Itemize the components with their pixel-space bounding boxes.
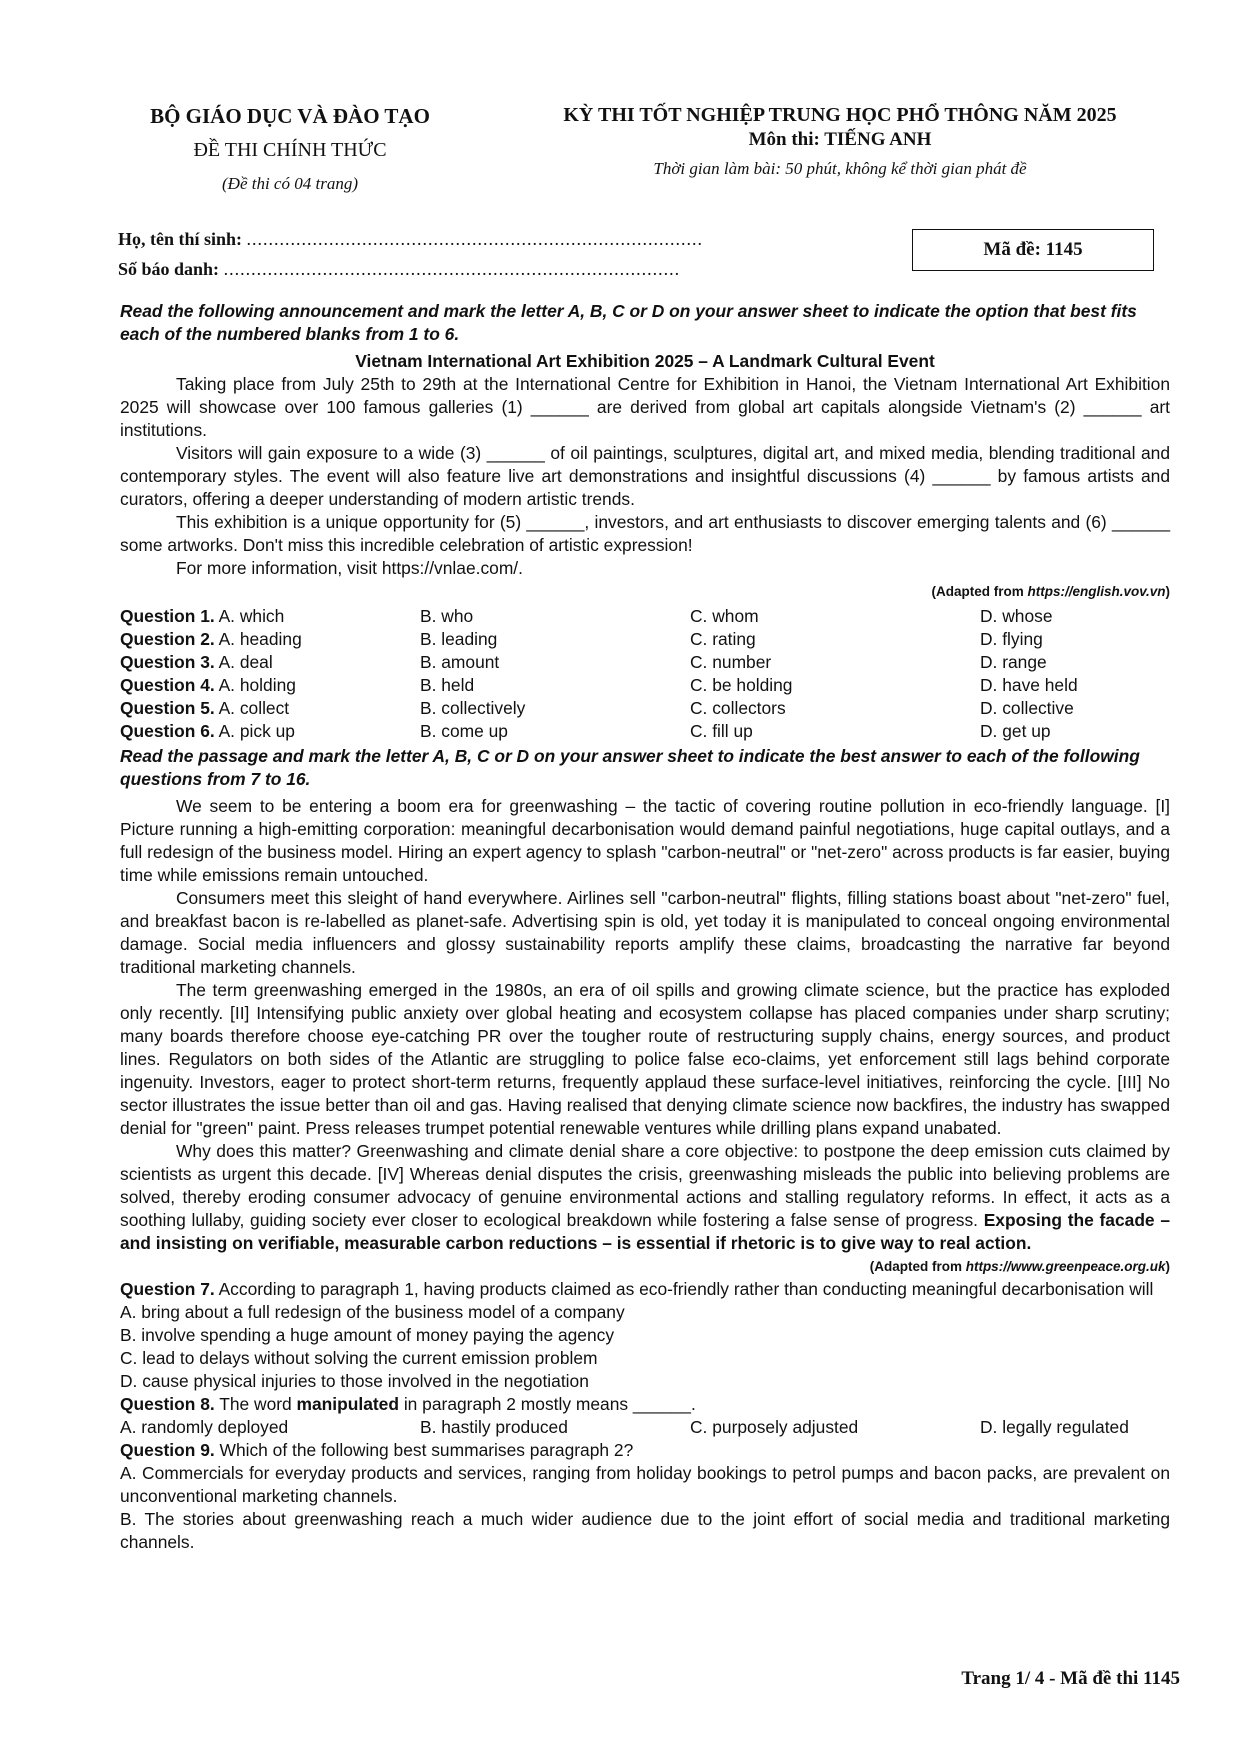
question-8-c[interactable]: C. purposely adjusted: [690, 1417, 859, 1437]
source-suffix: ): [1165, 584, 1170, 599]
question-2-c[interactable]: C. rating: [690, 629, 756, 649]
passage-paragraph-3: The term greenwashing emerged in the 1980s, an era of oil spills and growing climate science, but the practice has exploded only recently. [II] Intensifying public anxiety over global heating and ecosystem collapse has placed companies under sharp scrutiny; many boards therefore choose eye-catching PR over the tougher route of restructuring supply chains, energy sources, and product lines. Regulators on both sides of the Atlantic are struggling to police false eco-claims, yet enforcement still lags behind corporate ingenuity. Investors, eager to protect short-term returns, frequently applaud these surface-level initiatives, reinforcing the cycle. [III] No sector illustrates the issue better than oil and gas. Having realised that denying climate science now backfires, the industry has swapped denial for "green" paint. Press releases trumpet potential renewable ventures while drilling plans expand unabated.: [120, 980, 1170, 1138]
section1-instruction: Read the following announcement and mark the letter A, B, C or D on your answer sheet to indicate the option that best fits each of the numbered blanks from 1 to 6.: [120, 301, 1137, 344]
question-3-a[interactable]: [120, 651, 420, 674]
question-9-a[interactable]: A. Commercials for everyday products and services, ranging from holiday bookings to petrol pumps and bacon packs, are prevalent on unconventional marketing channels.: [120, 1463, 1170, 1506]
question-4-b[interactable]: B. held: [420, 675, 475, 695]
question-2-a[interactable]: [120, 628, 420, 651]
candidate-number-row: [118, 254, 703, 284]
question-8-options: [120, 1416, 1170, 1439]
question-4-c[interactable]: C. be holding: [690, 675, 793, 695]
paragraph-4-text: Why does this matter? Greenwashing and climate denial share a core objective: to postpone the deep emission cuts claimed by scientists as urgent this decade. [IV] Whereas denial disputes the crisis, greenwashing misleads the public into believing problems are solved, thereby eroding consumer advocacy of genuine environmental actions and stalling regulatory reforms. In effect, it acts as a soothing lullaby, guiding society ever closer to ecological breakdown while fostering a false sense of progress.: [120, 1141, 1170, 1230]
candidate-name-row: [118, 224, 703, 254]
question-7-a[interactable]: A. bring about a full redesign of the business model of a company: [120, 1302, 625, 1322]
announcement-paragraph-2: Visitors will gain exposure to a wide (3) ______ of oil paintings, sculptures, digital art, and mixed media, blending traditional and contemporary styles. The event will also feature live art demonstrations and insightful discussions (4) ______ by famous artists and curators, offering a deeper understanding of modern artistic trends.: [120, 443, 1170, 509]
question-9-label: Question 9.: [120, 1440, 215, 1460]
question-label: Question 3.: [120, 652, 215, 672]
source-url: https://www.greenpeace.org.uk: [965, 1259, 1166, 1274]
question-9-b[interactable]: B. The stories about greenwashing reach a much wider audience due to the joint effort of social media and traditional marketing channels.: [120, 1509, 1170, 1552]
question-4-d[interactable]: D. have held: [980, 675, 1078, 695]
question-3-c[interactable]: C. number: [690, 652, 772, 672]
header-right: [520, 104, 1160, 179]
candidate-info: [118, 224, 703, 284]
header-left: [110, 104, 470, 194]
source-suffix: ): [1165, 1259, 1170, 1274]
question-7-label: Question 7.: [120, 1279, 215, 1299]
announcement-paragraph-3: This exhibition is a unique opportunity for (5) ______, investors, and art enthusiasts to discover emerging talents and (6) ______ some artworks. Don't miss this incredible celebration of artistic expression!: [120, 512, 1170, 555]
option-text: A. collect: [218, 698, 290, 718]
ministry-name: BỘ GIÁO DỤC VÀ ĐÀO TẠO: [150, 104, 430, 128]
question-5-b[interactable]: B. collectively: [420, 698, 526, 718]
question-7-b[interactable]: B. involve spending a huge amount of money paying the agency: [120, 1325, 615, 1345]
candidate-name-label: Họ, tên thí sinh:: [118, 229, 243, 249]
question-1-a[interactable]: [120, 605, 420, 628]
question-label: Question 1.: [120, 606, 215, 626]
exam-time: Thời gian làm bài: 50 phút, không kể thời gian phát đề: [653, 159, 1027, 178]
passage-paragraph-1: We seem to be entering a boom era for greenwashing – the tactic of covering routine pollution in eco-friendly language. [I] Picture running a high-emitting corporation: meaningful decarbonisation would demand painful negotiations, huge capital outlays, and a full redesign of the business model. Hiring an expert agency to splash "carbon-neutral" or "net-zero" across products is far easier, buying time while emissions remain untouched.: [120, 796, 1170, 885]
question-6-b[interactable]: B. come up: [420, 721, 508, 741]
passage-paragraph-4: [120, 1140, 1170, 1255]
announcement-paragraph-1: Taking place from July 25th to 29th at the International Centre for Exhibition in Hanoi, the Vietnam International Art Exhibition 2025 will showcase over 100 famous galleries (1) ______ are derived from global art capitals alongside Vietnam's (2) ______ art institutions.: [120, 374, 1170, 440]
question-8-a[interactable]: A. randomly deployed: [120, 1417, 289, 1437]
source-url: https://english.vov.vn: [1027, 584, 1166, 599]
announcement-paragraph-4: For more information, visit https://vnlae.com/.: [176, 558, 523, 578]
paragraph-4-bold-sentence: Exposing the facade – and insisting on verifiable, measurable carbon reductions – is essential if rhetoric is to give way to real action.: [120, 1210, 1171, 1253]
question-9: [120, 1439, 1170, 1554]
candidate-name-dots: ...................................................................................: [246, 229, 704, 249]
candidate-number-dots: ...................................................................................: [223, 259, 681, 279]
exam-title: KỲ THI TỐT NGHIỆP TRUNG HỌC PHỔ THÔNG NĂM 2025: [563, 104, 1117, 126]
section2-instruction: Read the passage and mark the letter A, B, C or D on your answer sheet to indicate the best answer to each of the following questions from 7 to 16.: [120, 746, 1140, 789]
question-6-d[interactable]: D. get up: [980, 721, 1051, 741]
candidate-number-label: Số báo danh:: [118, 259, 220, 279]
source-prefix: (Adapted from: [869, 1259, 966, 1274]
question-8-d[interactable]: D. legally regulated: [980, 1417, 1129, 1437]
question-8-word: manipulated: [296, 1394, 399, 1414]
question-label: Question 6.: [120, 721, 215, 741]
question-7-stem: According to paragraph 1, having products claimed as eco-friendly rather than conducting meaningful decarbonisation will: [214, 1279, 1154, 1299]
question-9-stem: Which of the following best summarises paragraph 2?: [214, 1440, 634, 1460]
option-text: A. holding: [218, 675, 296, 695]
question-8-stem-post: in paragraph 2 mostly means ______.: [398, 1394, 696, 1414]
question-2-b[interactable]: B. leading: [420, 629, 498, 649]
question-3-d[interactable]: D. range: [980, 652, 1047, 672]
question-7-c[interactable]: C. lead to delays without solving the current emission problem: [120, 1348, 598, 1368]
question-7-d[interactable]: D. cause physical injuries to those involved in the negotiation: [120, 1371, 589, 1391]
option-text: A. heading: [218, 629, 302, 649]
question-2-d[interactable]: D. flying: [980, 629, 1043, 649]
question-5-a[interactable]: [120, 697, 420, 720]
exam-code-box: Mã đề: 1145: [912, 229, 1154, 271]
announcement-source: [120, 580, 1170, 603]
passage-paragraph-2: Consumers meet this sleight of hand everywhere. Airlines sell "carbon-neutral" flights, filling stations boast about "net-zero" fuel, and breakfast bacon is re-labelled as planet-safe. Advertising spin is old, yet today it is manipulated to conceal ongoing environmental damage. Social media influencers and glossy sustainability reports amplify these claims, broadcasting the narrative far beyond traditional marketing channels.: [120, 888, 1170, 977]
option-text: A. which: [218, 606, 285, 626]
announcement-title: Vietnam International Art Exhibition 2025 – A Landmark Cultural Event: [355, 351, 935, 371]
question-6-c[interactable]: C. fill up: [690, 721, 753, 741]
question-6-a[interactable]: [120, 720, 420, 743]
question-8-stem-pre: The word: [214, 1394, 297, 1414]
question-5-c[interactable]: C. collectors: [690, 698, 786, 718]
question-8-b[interactable]: B. hastily produced: [420, 1417, 568, 1437]
question-8-label: Question 8.: [120, 1394, 215, 1414]
question-8: [120, 1393, 1170, 1439]
exam-subject: Môn thi: TIẾNG ANH: [748, 129, 932, 150]
question-5-d[interactable]: D. collective: [980, 698, 1074, 718]
question-label: Question 4.: [120, 675, 215, 695]
question-1-c[interactable]: C. whom: [690, 606, 759, 626]
question-1-d[interactable]: D. whose: [980, 606, 1053, 626]
question-1-b[interactable]: B. who: [420, 606, 474, 626]
question-label: Question 2.: [120, 629, 215, 649]
question-3-b[interactable]: B. amount: [420, 652, 500, 672]
page-count-note: (Đề thi có 04 trang): [222, 174, 358, 193]
source-prefix: (Adapted from: [931, 584, 1028, 599]
exam-content: [120, 300, 1170, 1554]
official-exam-label: ĐỀ THI CHÍNH THỨC: [193, 139, 387, 161]
option-text: A. deal: [218, 652, 273, 672]
question-7: [120, 1278, 1170, 1393]
question-4-a[interactable]: [120, 674, 420, 697]
questions-1-6: [120, 605, 1170, 743]
passage-source: [120, 1255, 1170, 1278]
option-text: A. pick up: [218, 721, 295, 741]
question-label: Question 5.: [120, 698, 215, 718]
page-footer: Trang 1/ 4 - Mã đề thi 1145: [961, 1668, 1180, 1689]
